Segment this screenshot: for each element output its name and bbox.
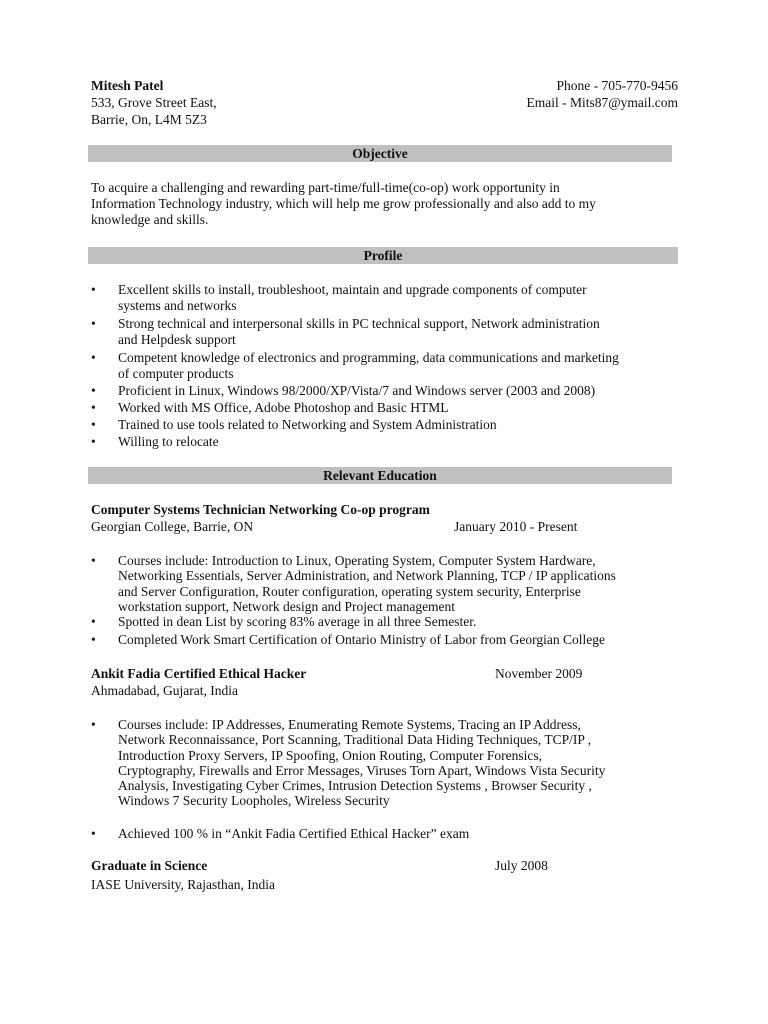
education-heading: Relevant Education bbox=[88, 467, 672, 484]
address-line-2: Barrie, On, L4M 5Z3 bbox=[91, 112, 207, 127]
education-institution: Georgian College, Barrie, ON bbox=[91, 519, 254, 534]
objective-line: To acquire a challenging and rewarding part-time/full-time(co-op) work opportunity in bbox=[91, 180, 560, 195]
list-item-line: • Proficient in Linux, Windows 98/2000/XP/Vista/7 and Windows server (2003 and 2008) bbox=[118, 383, 596, 398]
education-institution: IASE University, Rajasthan, India bbox=[91, 877, 275, 892]
list-item bbox=[91, 400, 681, 416]
list-item bbox=[91, 316, 681, 348]
education-title: Graduate in Science bbox=[91, 858, 208, 873]
list-item-line: • Competent knowledge of electronics and programming, data communications and marketing bbox=[118, 350, 619, 365]
list-item bbox=[91, 434, 681, 450]
list-item-line: Analysis, Investigating Cyber Crimes, Intrusion Detection Systems , Browser Security , bbox=[118, 778, 592, 794]
list-item bbox=[91, 826, 681, 842]
list-item-line: systems and networks bbox=[118, 298, 237, 313]
email-address: Email - Mits87@ymail.com bbox=[526, 95, 678, 110]
education-date: January 2010 - Present bbox=[454, 519, 578, 534]
profile-list bbox=[91, 282, 681, 450]
objective-text bbox=[91, 180, 651, 228]
list-item bbox=[91, 417, 681, 433]
list-item-line: Introduction Proxy Servers, IP Spoofing, Onion Routing, Computer Forensics, bbox=[118, 747, 542, 763]
list-item-line: workstation support, Network design and Project management bbox=[118, 598, 456, 614]
list-item-line: • Trained to use tools related to Networking and System Administration bbox=[118, 417, 497, 432]
list-item-line: • Courses include: IP Addresses, Enumerating Remote Systems, Tracing an IP Address, bbox=[118, 717, 581, 732]
list-item-line: Cryptography, Firewalls and Error Messages, Viruses Torn Apart, Windows Vista Security bbox=[118, 762, 606, 778]
list-item-line: • Achieved 100 % in “Ankit Fadia Certified Ethical Hacker” exam bbox=[118, 825, 470, 841]
education-date: July 2008 bbox=[495, 858, 548, 873]
list-item bbox=[91, 282, 681, 314]
objective-heading: Objective bbox=[88, 145, 672, 162]
list-item-line: • Completed Work Smart Certification of Ontario Ministry of Labor from Georgian College bbox=[118, 632, 605, 648]
list-item bbox=[91, 383, 681, 399]
list-item-line: of computer products bbox=[118, 366, 234, 381]
list-item-line: Windows 7 Security Loopholes, Wireless Security bbox=[118, 793, 390, 809]
list-item-line: and Helpdesk support bbox=[118, 332, 236, 347]
list-item bbox=[91, 614, 681, 630]
list-item-line: • Strong technical and interpersonal skills in PC technical support, Network administration bbox=[118, 316, 600, 331]
objective-line: knowledge and skills. bbox=[91, 212, 209, 227]
list-item bbox=[91, 350, 681, 382]
education-title: Computer Systems Technician Networking Co-op program bbox=[91, 502, 430, 517]
education-title: Ankit Fadia Certified Ethical Hacker bbox=[91, 666, 307, 681]
list-item-line: Networking Essentials, Server Administration, and Network Planning, TCP / IP applications bbox=[118, 568, 616, 584]
education-institution: Ahmadabad, Gujarat, India bbox=[91, 683, 238, 698]
list-item-line: • Worked with MS Office, Adobe Photoshop and Basic HTML bbox=[118, 400, 449, 415]
address-line-1: 533, Grove Street East, bbox=[91, 95, 217, 110]
education-course-list bbox=[91, 553, 681, 648]
list-item bbox=[91, 632, 681, 648]
education-course-list bbox=[91, 717, 681, 842]
education-date: November 2009 bbox=[495, 666, 583, 681]
list-item-line: • Willing to relocate bbox=[118, 434, 219, 449]
list-item bbox=[91, 717, 681, 809]
profile-heading: Profile bbox=[88, 247, 678, 264]
phone-number: Phone - 705-770-9456 bbox=[556, 78, 678, 93]
objective-line: Information Technology industry, which will help me grow professionally and also add to my bbox=[91, 196, 596, 211]
list-item-line: • Excellent skills to install, troubleshoot, maintain and upgrade components of computer bbox=[118, 282, 587, 297]
list-item-line: • Spotted in dean List by scoring 83% average in all three Semester. bbox=[118, 614, 477, 630]
list-item-line: • Courses include: Introduction to Linux, Operating System, Computer System Hardware, bbox=[118, 553, 596, 568]
list-item bbox=[91, 553, 681, 614]
candidate-name: Mitesh Patel bbox=[91, 78, 164, 93]
list-item-line: and Server Configuration, Router configuration, operating system security, Enterprise bbox=[118, 583, 581, 599]
list-item-line: Network Reconnaissance, Port Scanning, Traditional Data Hiding Techniques, TCP/IP , bbox=[118, 732, 592, 748]
